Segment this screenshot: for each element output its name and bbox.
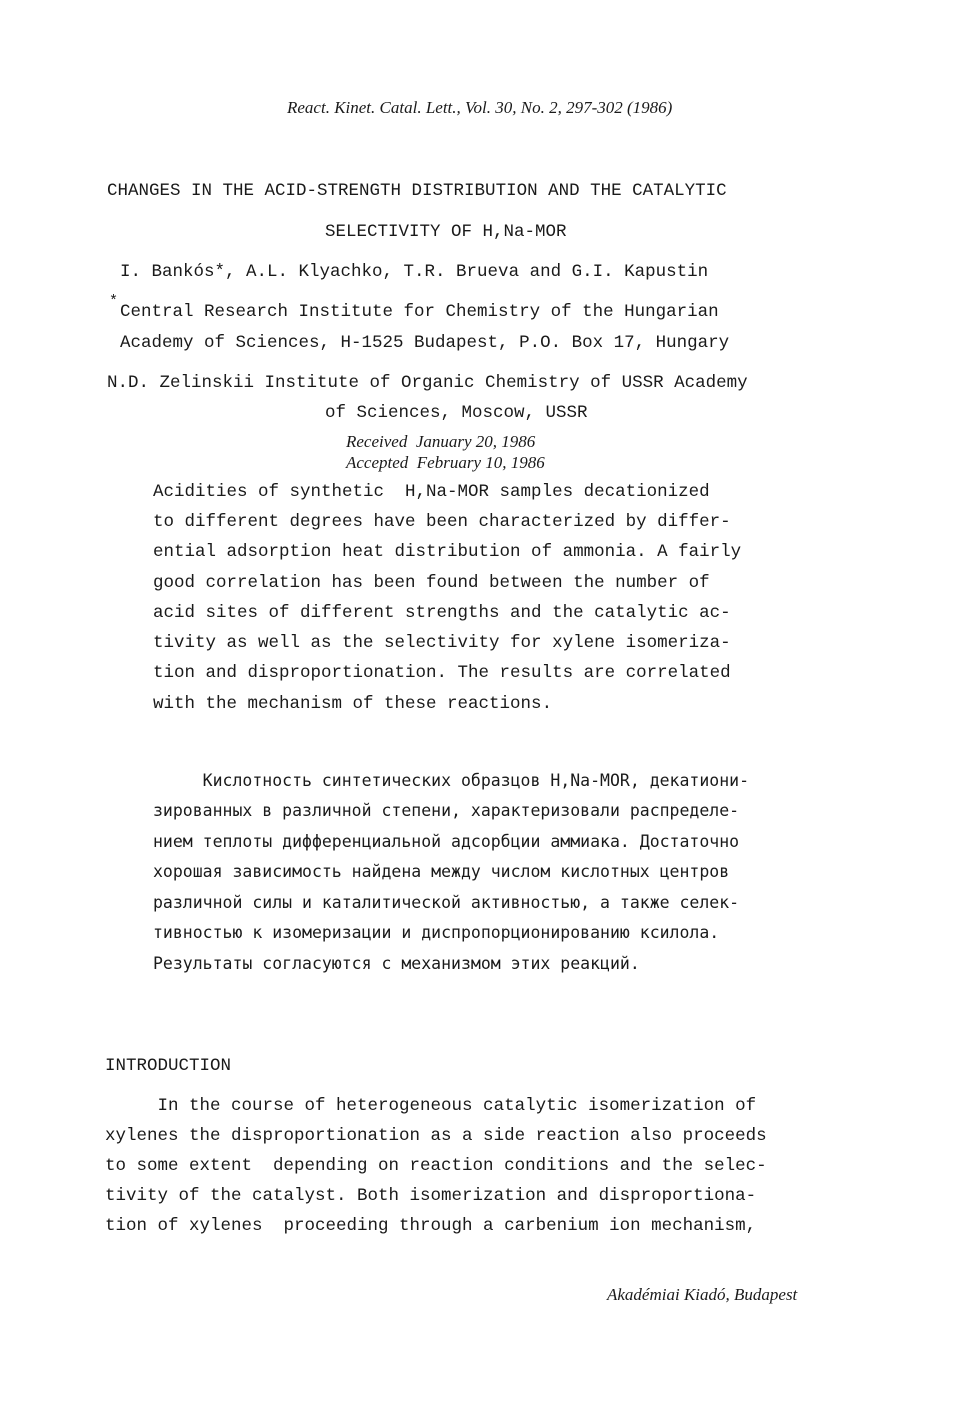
affiliation-1-line-1: Central Research Institute for Chemistry of the Hungarian: [120, 302, 719, 322]
abstract-en-line: acid sites of different strengths and the catalytic ac-: [153, 603, 731, 623]
accepted-date: Accepted February 10, 1986: [346, 453, 545, 472]
intro-line: In the course of heterogeneous catalytic isomerization of: [105, 1096, 757, 1116]
abstract-ru-line: Результаты согласуются с механизмом этих реакций.: [153, 954, 640, 973]
affiliation-2-line-2: of Sciences, Moscow, USSR: [325, 403, 588, 423]
abstract-en-line: ential adsorption heat distribution of ammonia. A fairly: [153, 542, 742, 562]
intro-line: tivity of the catalyst. Both isomerization and disproportiona-: [105, 1186, 757, 1206]
publisher-footer: Akadémiai Kiadó, Budapest: [607, 1285, 798, 1304]
intro-line: tion of xylenes proceeding through a carbenium ion mechanism,: [105, 1216, 757, 1236]
abstract-ru-line: хорошая зависимость найдена между числом кислотных центров: [153, 862, 730, 881]
authors: I. Bankós*, A.L. Klyachko, T.R. Brueva and G.I. Kapustin: [120, 262, 709, 282]
abstract-ru-line: нием теплоты дифференциальной адсорбции аммиака. Достаточно: [153, 832, 740, 851]
abstract-en-line: to different degrees have been characterized by differ-: [153, 512, 731, 532]
section-heading-introduction: INTRODUCTION: [105, 1056, 232, 1076]
abstract-ru-line: различной силы и каталитической активностью, а также селек-: [153, 893, 740, 912]
abstract-en-line: tion and disproportionation. The results are correlated: [153, 663, 731, 683]
received-date: Received January 20, 1986: [346, 432, 536, 451]
affiliation-asterisk: *: [109, 293, 119, 310]
abstract-en-line: good correlation has been found between the number of: [153, 573, 710, 593]
affiliation-2-line-1: N.D. Zelinskii Institute of Organic Chemistry of USSR Academy: [107, 373, 748, 393]
abstract-ru-line: Кислотность синтетических образцов H,Na-MOR, декатиони-: [153, 771, 750, 790]
abstract-en-line: with the mechanism of these reactions.: [153, 694, 553, 714]
paper-title-line-2: SELECTIVITY OF H,Na-MOR: [325, 222, 567, 242]
abstract-ru-line: тивностью к изомеризации и диспропорционированию ксилола.: [153, 923, 720, 942]
abstract-en-line: tivity as well as the selectivity for xylene isomeriza-: [153, 633, 731, 653]
abstract-en-line: Acidities of synthetic H,Na-MOR samples decationized: [153, 482, 710, 502]
intro-line: xylenes the disproportionation as a side reaction also proceeds: [105, 1126, 767, 1146]
paper-title-line-1: CHANGES IN THE ACID-STRENGTH DISTRIBUTION AND THE CATALYTIC: [107, 181, 727, 201]
citation: React. Kinet. Catal. Lett., Vol. 30, No. 2, 297-302 (1986): [287, 98, 673, 117]
abstract-ru-line: зированных в различной степени, характеризовали распределе-: [153, 801, 740, 820]
affiliation-1-line-2: Academy of Sciences, H-1525 Budapest, P.O. Box 17, Hungary: [120, 333, 730, 353]
intro-line: to some extent depending on reaction conditions and the selec-: [105, 1156, 767, 1176]
